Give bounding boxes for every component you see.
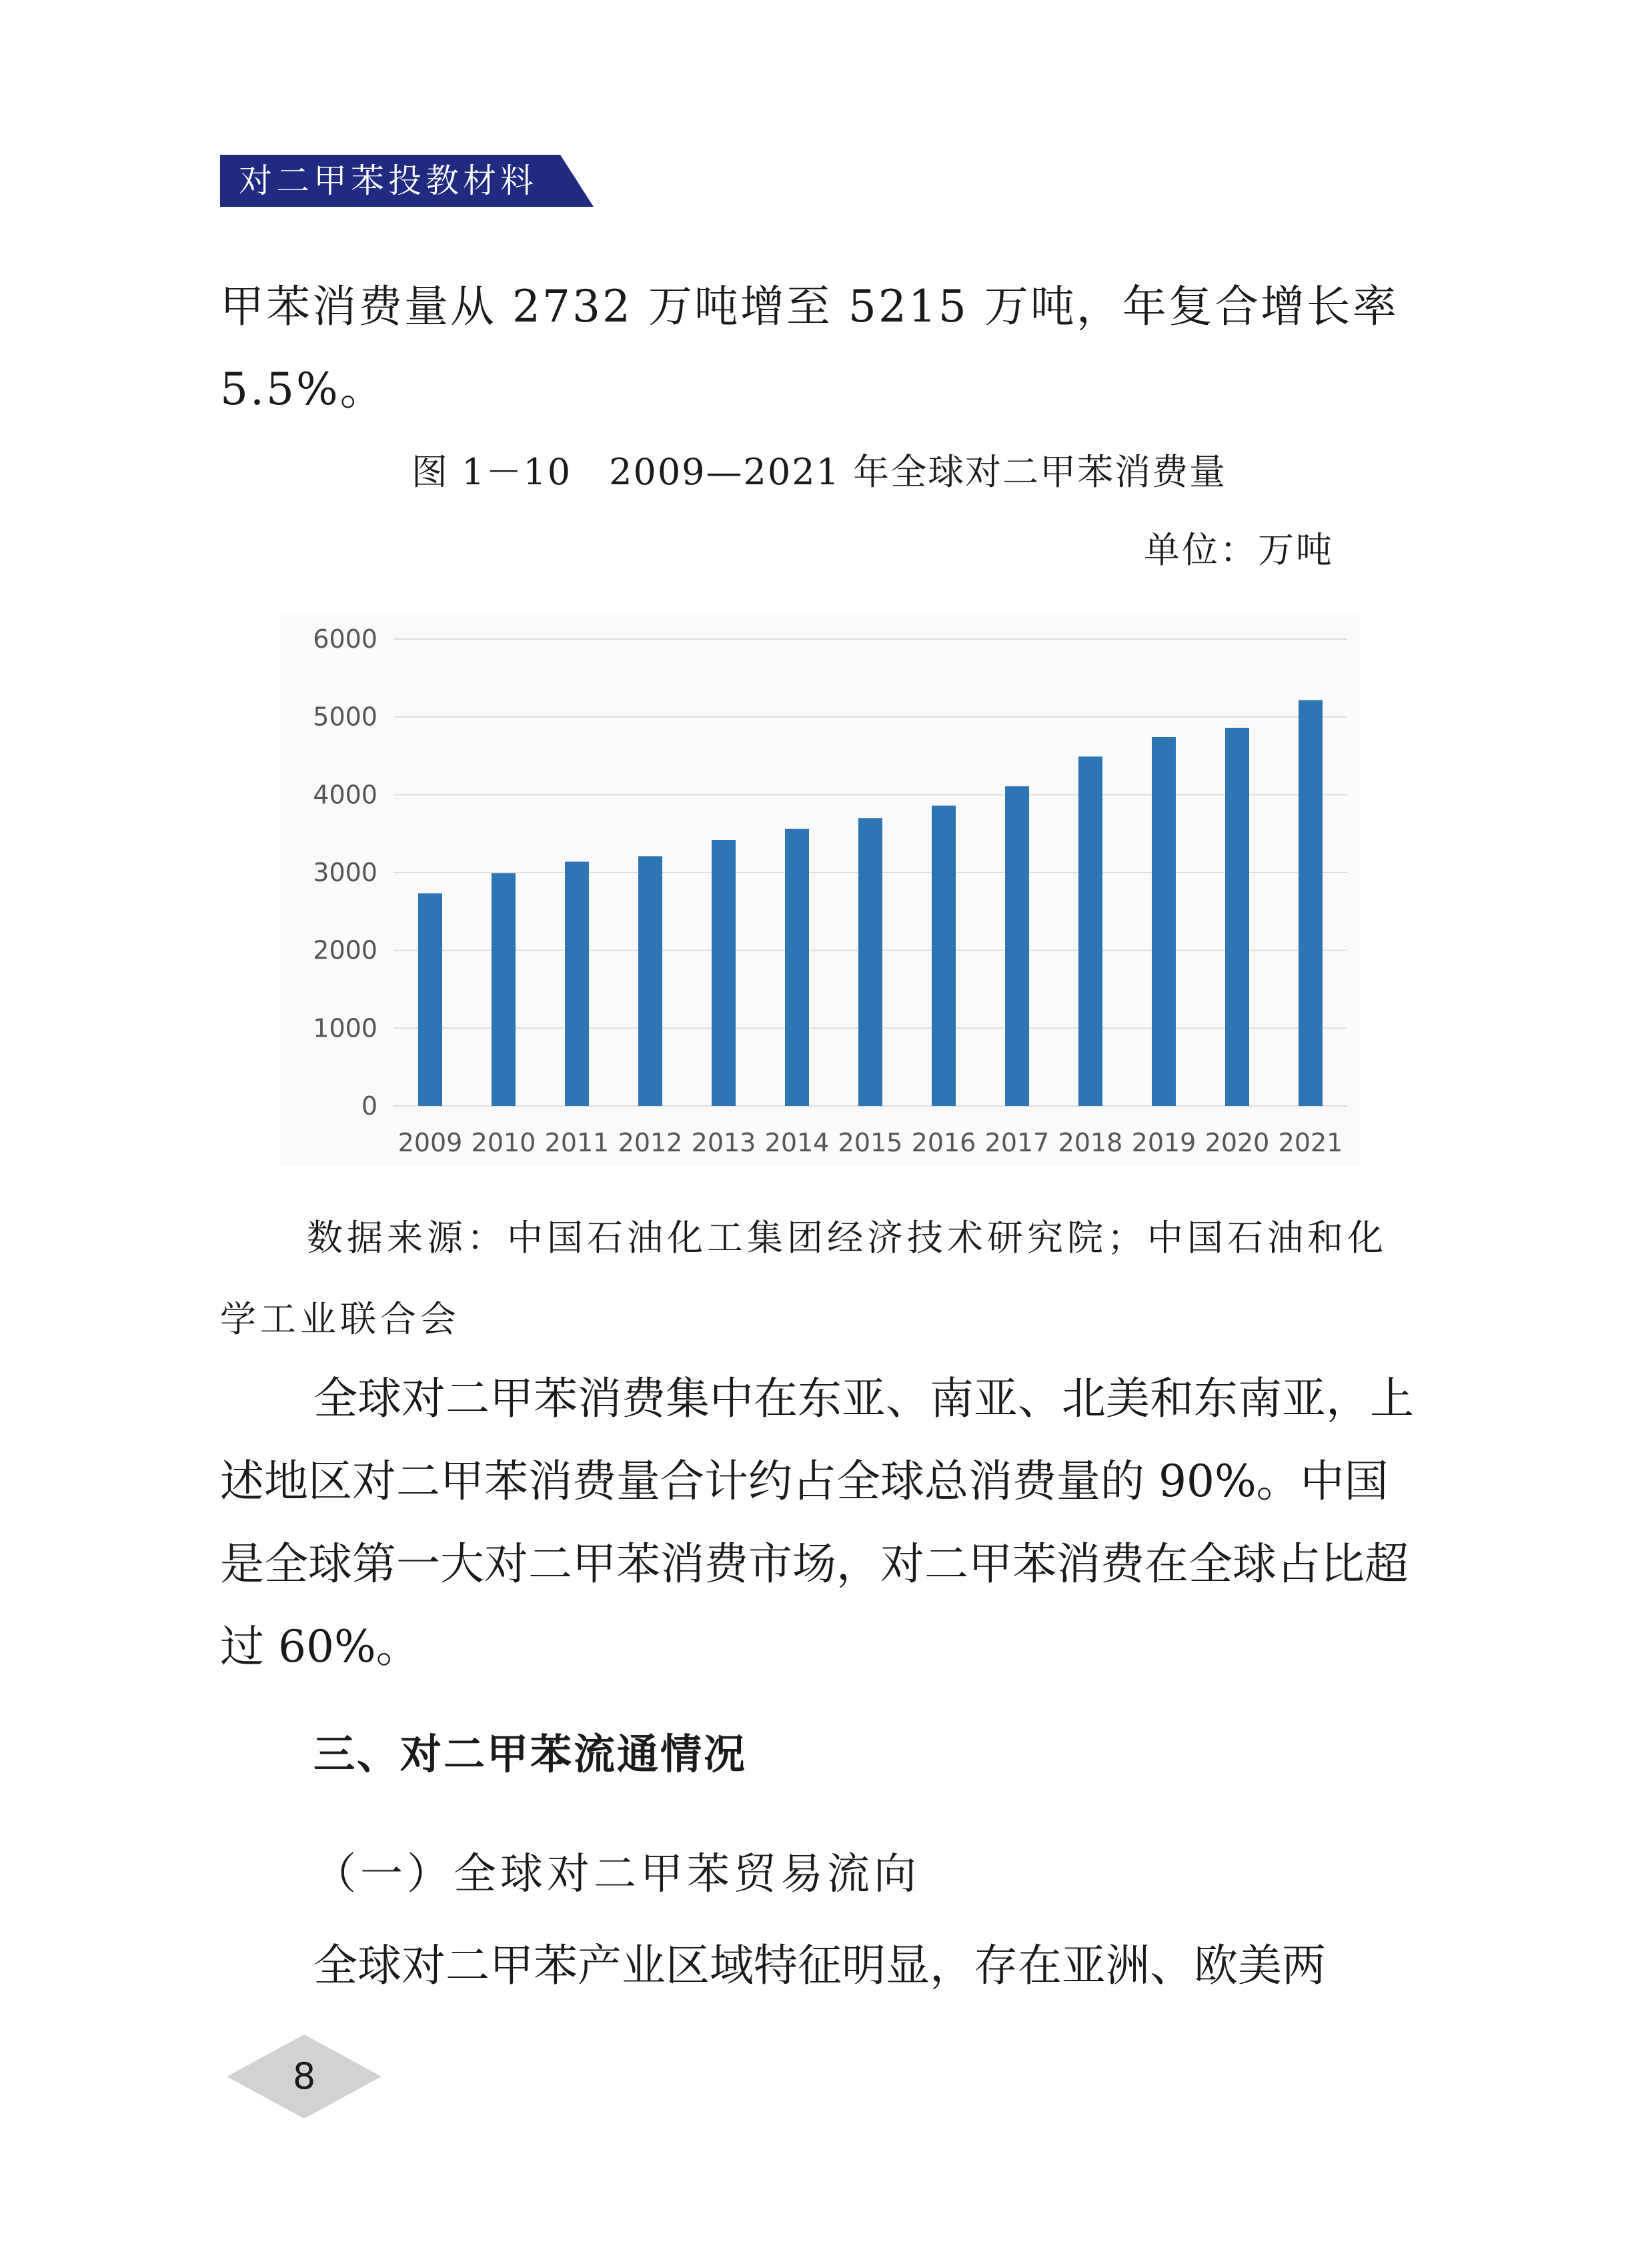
x-tick-label: 2010: [471, 1128, 536, 1157]
bar-2014: [785, 829, 809, 1106]
x-tick-label: 2013: [691, 1128, 756, 1157]
x-tick-label: 2017: [984, 1128, 1050, 1157]
bar-2015: [858, 818, 882, 1106]
figure-title: 图 1－10 2009—2021 年全球对二甲苯消费量: [411, 451, 1227, 493]
x-tick-label: 2018: [1058, 1128, 1123, 1157]
x-tick-label: 2019: [1131, 1128, 1196, 1157]
figure-source: [220, 1197, 1421, 1360]
x-tick-label: 2016: [911, 1128, 976, 1157]
page-number-text: 8: [292, 2055, 316, 2097]
y-tick-label: 4000: [313, 780, 377, 810]
trade-paragraph-text: 全球对二甲苯产业区域特征明显，存在亚洲、欧美两: [313, 1940, 1326, 1991]
x-tick-label: 2009: [397, 1128, 463, 1157]
consumption-paragraph-text: 全球对二甲苯消费集中在东亚、南亚、北美和东南亚，上述地区对二甲苯消费量合计约占全球总消费量的 90%。中国是全球第一大对二甲苯消费市场，对二甲苯消费在全球占比超过 60%。: [220, 1373, 1414, 1672]
intro-paragraph: 甲苯消费量从 2732 万吨增至 5215 万吨，年复合增长率 5.5%。: [220, 281, 1399, 415]
header-tag-text: 对二甲苯投教材料: [239, 161, 538, 200]
consumption-paragraph: [220, 1357, 1421, 1688]
bar-2021: [1299, 700, 1323, 1106]
bar-2019: [1152, 737, 1176, 1106]
bar-chart-svg: [280, 612, 1361, 1166]
bar-chart: [280, 612, 1361, 1166]
bar-2009: [418, 893, 442, 1106]
sub-heading: （一）全球对二甲苯贸易流向: [313, 1850, 920, 1899]
y-tick-label: 6000: [313, 624, 377, 654]
y-tick-label: 0: [361, 1091, 377, 1121]
x-tick-label: 2011: [544, 1128, 610, 1157]
bar-2017: [1005, 786, 1029, 1107]
y-tick-label: 5000: [313, 702, 377, 732]
bar-2010: [492, 873, 516, 1106]
x-tick-label: 2020: [1204, 1128, 1270, 1157]
y-tick-label: 2000: [313, 935, 377, 965]
x-tick-label: 2014: [764, 1128, 830, 1157]
x-tick-label: 2015: [838, 1128, 903, 1157]
bar-2011: [565, 862, 589, 1106]
figure-source-text: 数据来源：中国石油化工集团经济技术研究院；中国石油和化学工业联合会: [220, 1217, 1387, 1340]
section-heading: 三、对二甲苯流通情况: [313, 1730, 748, 1778]
figure-unit: 单位：万吨: [1144, 529, 1334, 571]
header-tag: [220, 155, 594, 207]
x-tick-label: 2012: [618, 1128, 683, 1157]
bar-2016: [932, 806, 956, 1106]
bar-2020: [1225, 728, 1249, 1106]
x-tick-label: 2021: [1278, 1128, 1343, 1157]
bar-2013: [712, 840, 736, 1106]
y-tick-label: 3000: [313, 858, 377, 887]
bar-2018: [1078, 756, 1102, 1106]
page-number: [227, 2035, 381, 2119]
trade-paragraph: [220, 1924, 1421, 2007]
y-tick-label: 1000: [313, 1013, 377, 1043]
bar-2012: [638, 857, 662, 1107]
